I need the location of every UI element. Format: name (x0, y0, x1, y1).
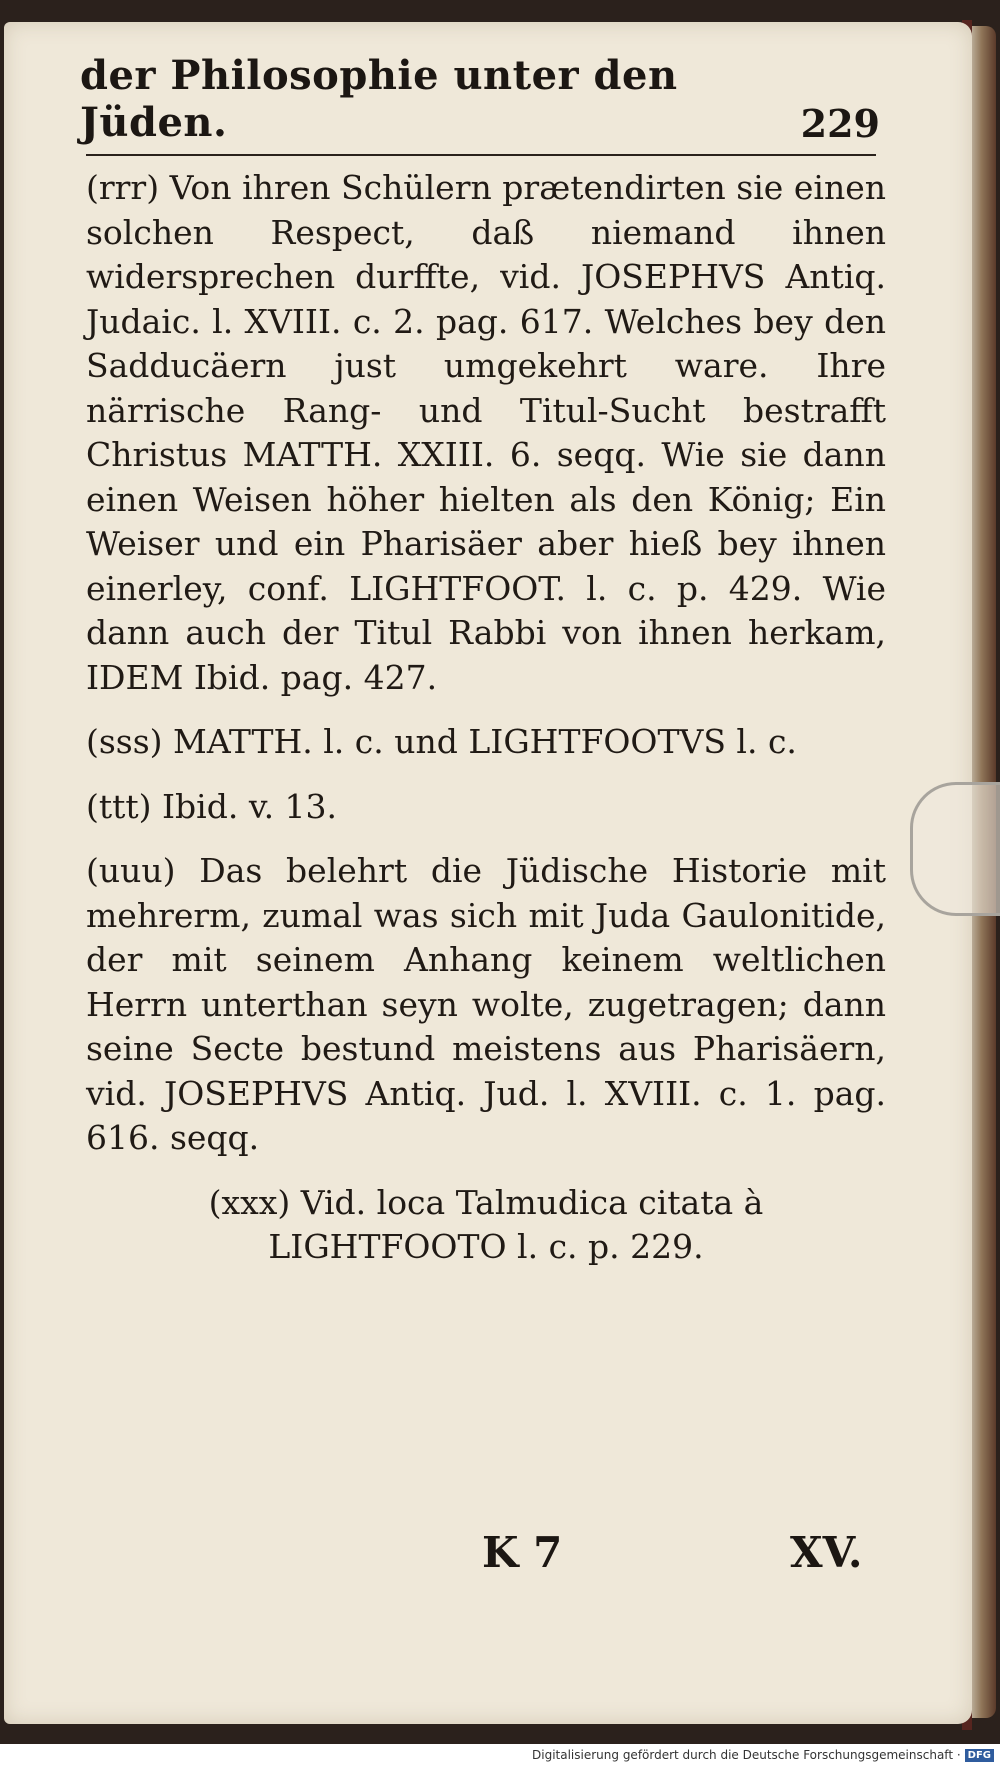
footnote-rrr: (rrr) Von ihren Schülern prætendirten sie einen solchen Respect, daß niemand ihnen widersprechen durffte, vid. JOSEPHVS Antiq. Judaic. l. XVIII. c. 2. pag. 617. Welches bey den Sadducäern just umgekehrt ware. Ihre närrische Rang- und Titul-Sucht bestrafft Christus MATTH. XXIII. 6. seqq. Wie sie dann einen Weisen höher hielten als den König; Ein Weiser und ein Pharisäer aber hieß bey ihnen einerley, conf. LIGHTFOOT. l. c. p. 429. Wie dann auch der Titul Rabbi von ihnen herkam, IDEM Ibid. pag. 427. (86, 168, 886, 697)
footnote-sss: (sss) MATTH. l. c. und LIGHTFOOTVS l. c. (86, 722, 797, 761)
dfg-logo[interactable]: DFG (965, 1749, 994, 1762)
page-number: 229 (800, 101, 880, 146)
footnote-ttt: (ttt) Ibid. v. 13. (86, 786, 338, 826)
signature-mark: K 7 (482, 1528, 563, 1577)
footnote-uuu: (uuu) Das belehrt die Jüdische Historie mit mehrerm, zumal was sich mit Juda Gaulonitide, der mit seinem Anhang keinem weltlichen Herrn unterthan seyn wolte, zugetragen; dann seine Secte bestund meistens aus Pharisäern, vid. JOSEPHVS Antiq. Jud. l. XVIII. c. 1. pag. 616. seqq. (86, 851, 886, 1157)
page-tab-marker (910, 782, 1000, 916)
digitization-credit-bar (0, 1744, 1000, 1766)
footnotes-block (86, 166, 886, 1270)
footnote-xxx: (xxx) Vid. loca Talmudica citata à LIGHTFOOTO l. c. p. 229. (208, 1182, 764, 1266)
header-title: der Philosophie unter den Jüden. (80, 52, 678, 146)
running-header (80, 52, 880, 146)
header-rule (86, 154, 876, 156)
catchword: XV. (790, 1528, 863, 1577)
credit-text: Digitalisierung gefördert durch die Deutsche Forschungsgemeinschaft · (532, 1748, 961, 1762)
